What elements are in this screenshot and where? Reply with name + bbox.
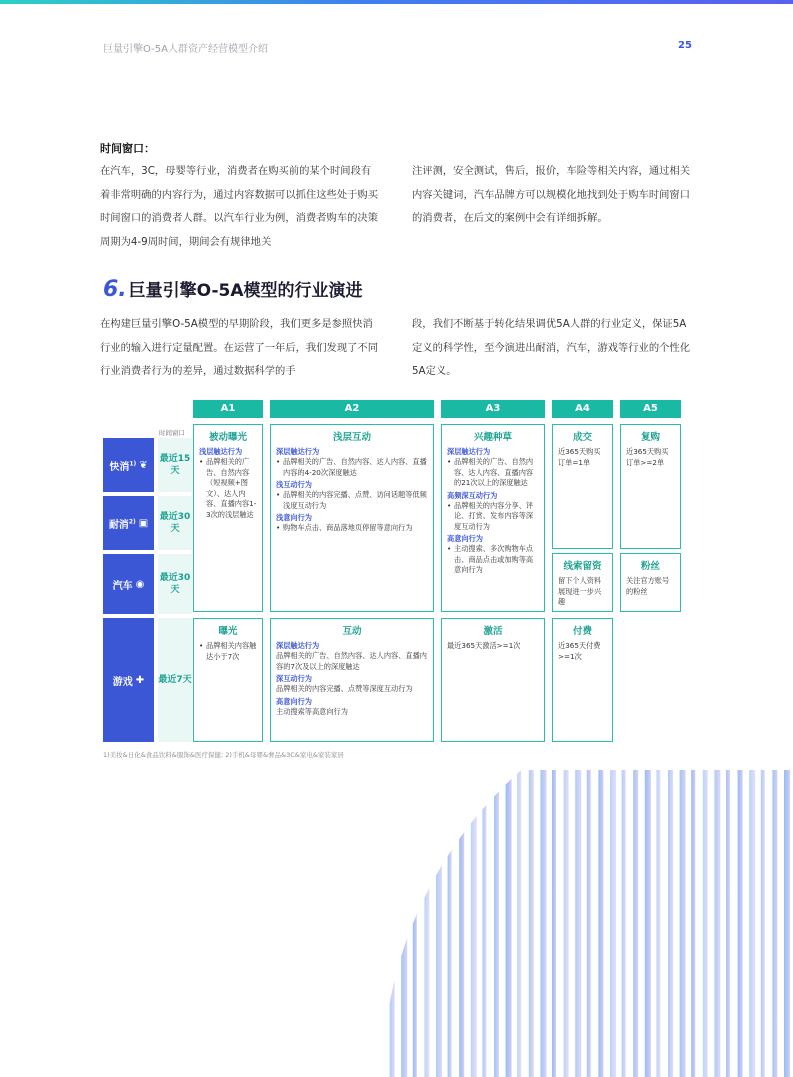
decorative-stripe (656, 770, 660, 1077)
section-6-left-paragraph: 在构建巨量引擎O-5A模型的早期阶段，我们更多是参照快消行业的输入进行定量配置。在运营了一年后，我们发现了不同行业消费者行为的差异，通过数据科学的手 (100, 318, 379, 377)
cell-title: 浅层互动 (332, 432, 371, 443)
cell-title: 兴趣种草 (473, 432, 512, 443)
row-header-durables (103, 496, 154, 550)
cell-title: 付费 (572, 626, 592, 637)
section-number: 6. (103, 277, 127, 302)
time-window-fmcg: 最近15天 (158, 438, 192, 492)
cell-text: 最近365天激活>=1次 (447, 641, 521, 650)
cell-text: 主动搜索等高意向行为 (276, 706, 348, 716)
row-header-fmcg (103, 438, 154, 492)
decorative-stripe (552, 770, 556, 1077)
decorative-stripe (390, 770, 395, 1077)
header-page-number: 25 (678, 40, 692, 51)
cell-label: 深层触达行为 (276, 447, 320, 456)
cell-text: 留下个人资料展现进一步兴趣 (558, 576, 602, 606)
table-footnote: 1)美妆&日化&食品饮料&服饰&医疗保健; 2)手机&母婴&奢品&3C&家电&家装家居 (103, 751, 344, 759)
decorative-stripe (378, 770, 382, 1077)
decorative-stripe (622, 770, 626, 1077)
gamepad-icon: ✚ (135, 674, 145, 686)
cell-a5-fans (620, 553, 681, 612)
decorative-stripe (691, 770, 695, 1077)
cell-bullet: • 主动搜索、多次购物车点击、商品点击或加购等高意向行为 (447, 544, 539, 576)
cell-title: 粉丝 (640, 561, 660, 572)
cell-a3-interest-seeding (441, 424, 545, 612)
decorative-stripe (610, 770, 616, 1077)
cell-title: 被动曝光 (208, 432, 247, 443)
time-window-auto: 最近30天 (158, 554, 192, 614)
cell-bullet: • 品牌相关的内容完播、点赞、访问话题等低频浅度互动行为 (276, 490, 428, 511)
cell-title: 互动 (342, 626, 362, 637)
decorative-stripe (645, 770, 651, 1077)
decorative-stripe (587, 770, 591, 1077)
section-title-text: 巨量引擎O-5A模型的行业演进 (128, 281, 363, 301)
decorative-stripe (482, 770, 486, 1077)
cell-label: 浅意向行为 (276, 513, 312, 522)
decorative-stripe (714, 770, 720, 1077)
decorative-stripe (761, 770, 765, 1077)
cell-bullet: • 品牌相关的广告、自然内容、达人内容、直播内容的4-20次深度触达 (276, 457, 428, 478)
row-header-auto (103, 554, 154, 614)
sprout-icon: ❦ (139, 459, 148, 471)
cell-game-a1-exposure (193, 618, 263, 742)
section-6-right-paragraph: 段，我们不断基于转化结果调优5A人群的行业定义，保证5A定义的科学性，至今演进出耐消，汽车，游戏等行业的个性化5A定义。 (412, 318, 691, 377)
cell-title: 激活 (483, 626, 503, 637)
cell-title: 复购 (640, 432, 660, 443)
col-header-a4: A4 (552, 400, 613, 418)
cell-bullet: • 品牌相关内容触达小于7次 (199, 641, 257, 662)
row-name: 汽车 (112, 580, 133, 592)
decorative-stripe (772, 770, 777, 1077)
row-name: 游戏 (112, 676, 133, 688)
decorative-stripe (564, 770, 569, 1077)
cell-bullet: • 品牌相关的广告、自然内容（短视频+图文）、达人内容、直播内容1-3次的浅层触达 (199, 457, 257, 520)
row-name: 快消$^{1)}$ (109, 460, 137, 473)
decorative-stripe (436, 770, 442, 1077)
decorative-stripe (575, 770, 581, 1077)
time-window-column-label: 时间窗口 (159, 429, 185, 437)
decorative-stripe (517, 770, 521, 1077)
decorative-stripe (540, 770, 546, 1077)
decorative-stripe (749, 770, 755, 1077)
decorative-stripe (784, 770, 790, 1077)
decorative-stripe (738, 770, 743, 1077)
cell-text: 近365天购买订单>=2单 (626, 447, 669, 467)
cell-a5-repurchase (620, 424, 681, 549)
col-header-a3: A3 (441, 400, 545, 418)
cell-bullet: • 购物车点击、商品落地页停留等意向行为 (276, 523, 428, 534)
cell-label: 浅互动行为 (276, 480, 312, 489)
cell-text: 品牌相关的广告、自然内容、达人内容、直播内容的7次及以上的深度触达 (276, 651, 427, 671)
decorative-stripe (598, 770, 603, 1077)
cell-label: 高意向行为 (276, 696, 312, 706)
decorative-stripe (703, 770, 708, 1077)
decorative-stripe (668, 770, 673, 1077)
decorative-stripe (448, 770, 452, 1077)
time-window-right-paragraph: 注评测，安全测试，售后，报价，车险等相关内容，通过相关内容关键词，汽车品牌方可以规模化地找到处于购车时间窗口的消费者，在后文的案例中会有详细拆解。 (412, 165, 691, 224)
decorative-stripe (494, 770, 499, 1077)
cell-game-a2-interaction (270, 618, 434, 742)
o5a-industry-table (103, 400, 683, 745)
time-window-durables: 最近30天 (158, 496, 192, 550)
time-window-left-paragraph: 在汽车，3C，母婴等行业，消费者在购买前的某个时间段有着非常明确的内容行为，通过内容数据可以抓住这些处于购买时间窗口的消费者人群。以汽车行业为例，消费者购车的决策周期为4-9周时间，期间会有规律地关 (100, 165, 379, 248)
cell-a4-purchase (552, 424, 613, 549)
cell-label: 深层触达行为 (276, 641, 320, 650)
col-header-a2: A2 (270, 400, 434, 418)
car-icon: ◉ (135, 578, 145, 590)
cell-text: 近365天付费>=1次 (558, 641, 601, 661)
decorative-stripe (424, 770, 429, 1077)
decorative-stripe (633, 770, 638, 1077)
decorative-stripe (459, 770, 464, 1077)
cell-label: 深层触达行为 (447, 447, 491, 456)
cell-title: 成交 (572, 432, 592, 443)
decorative-stripe (506, 770, 512, 1077)
decorative-stripe (401, 770, 407, 1077)
decorative-stripe (726, 770, 730, 1077)
cell-a4-lead-capture (552, 553, 613, 612)
row-name: 耐消$^{2)}$ (108, 518, 136, 531)
decorative-stripe (413, 770, 417, 1077)
cell-a2-shallow-interaction (270, 424, 434, 612)
cell-bullet: • 品牌相关的内容分享、评论、打赏、发布内容等深度互动行为 (447, 501, 539, 533)
decorative-stripes (370, 770, 793, 1077)
time-window-games: 最近7天 (158, 618, 192, 742)
cell-text: 品牌相关的内容完播、点赞等深度互动行为 (276, 684, 413, 693)
decorative-stripe (529, 770, 534, 1077)
cell-label: 高意向行为 (447, 534, 483, 543)
top-gradient-bar (0, 0, 793, 4)
decorative-stripe (680, 770, 686, 1077)
cell-text: 关注官方账号的粉丝 (626, 576, 670, 596)
cell-label: 高频深互动行为 (447, 490, 498, 500)
row-header-games (103, 618, 154, 742)
cell-game-a4-payment (552, 618, 613, 742)
cell-text: 近365天购买订单=1单 (558, 447, 601, 467)
decorative-stripe (471, 770, 477, 1077)
cell-game-a3-activation (441, 618, 545, 742)
cell-title: 线索留资 (563, 561, 602, 572)
section-6-title (103, 276, 362, 302)
cell-bullet: • 品牌相关的广告、自然内容、达人内容、直播内容的21次以上的深度触达 (447, 457, 539, 489)
cell-label: 浅层触达行为 (199, 447, 243, 456)
appliance-icon: ▣ (138, 517, 149, 529)
time-window-heading: 时间窗口： (100, 142, 155, 155)
cell-label: 深互动行为 (276, 674, 312, 683)
col-header-a1: A1 (193, 400, 263, 418)
cell-a1-passive-exposure (193, 424, 263, 612)
col-header-a5: A5 (620, 400, 681, 418)
header-doc-title: 巨量引擎O-5A人群资产经营模型介绍 (103, 44, 268, 55)
cell-title: 曝光 (218, 626, 238, 637)
